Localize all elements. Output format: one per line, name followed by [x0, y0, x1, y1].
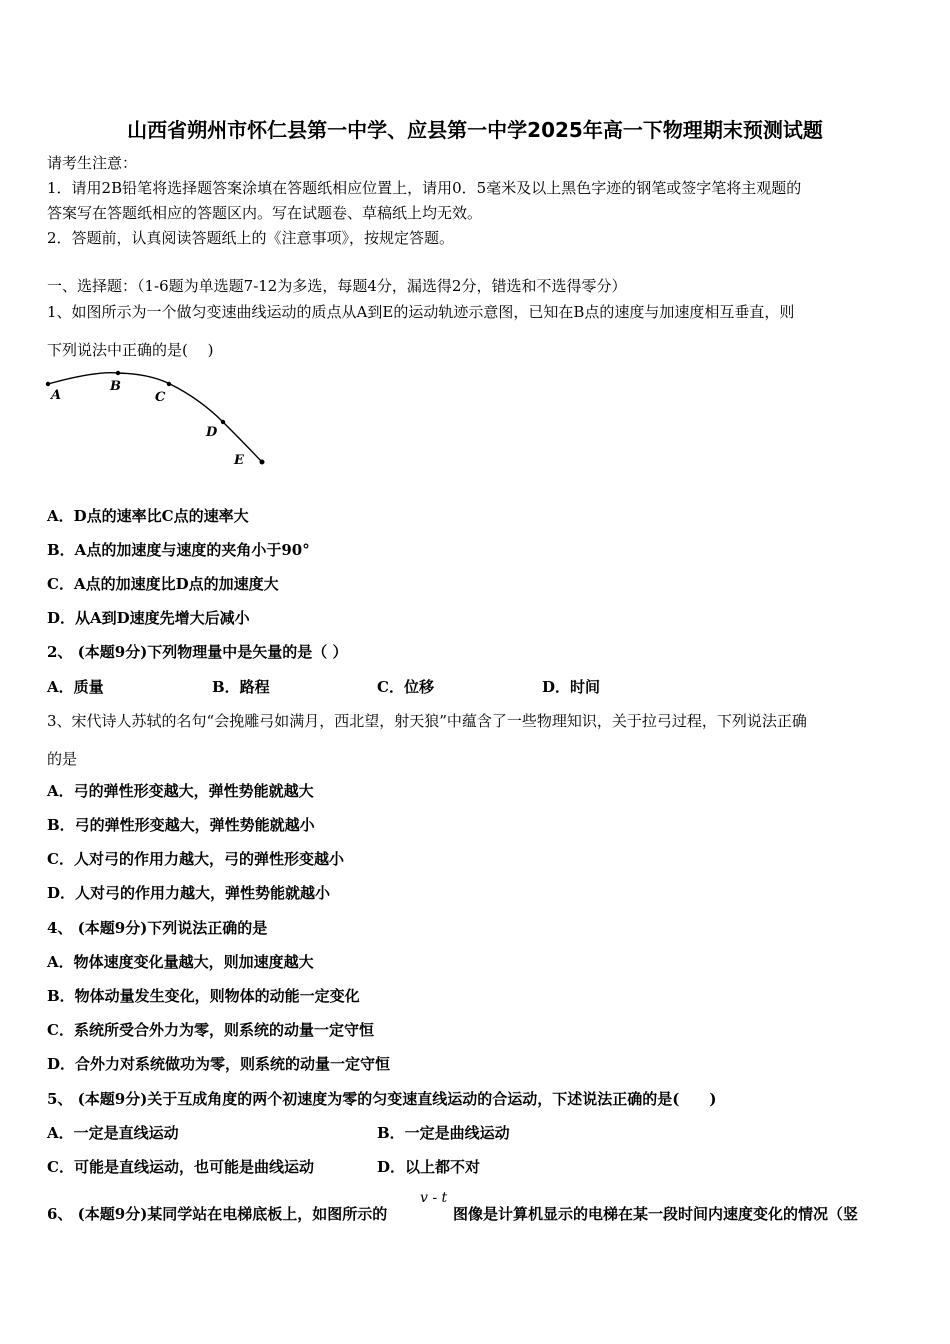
point-b: [116, 371, 120, 375]
trajectory-curve: [48, 373, 262, 462]
trajectory-figure: [40, 366, 280, 476]
q3-option-a: A．弓的弹性形变越大，弹性势能就越大: [47, 782, 314, 800]
page-title: 山西省朔州市怀仁县第一中学、应县第一中学2025年高一下物理期末预测试题: [127, 118, 823, 142]
q6-vt-label: v - t: [420, 1190, 448, 1206]
q6-stem-after: 图像是计算机显示的电梯在某一段时间内速度变化的情况（竖: [453, 1205, 859, 1223]
q5-option-b: B．一定是曲线运动: [377, 1124, 510, 1142]
point-c: [167, 382, 171, 386]
label-c: C: [155, 390, 166, 405]
q2-option-b: B．路程: [212, 678, 270, 696]
q2-stem: 2、 (本题9分)下列物理量中是矢量的是（ ）: [47, 643, 348, 661]
notice-item-1-line-2: 答案写在答题纸相应的答题区内。写在试题卷、草稿纸上均无效。: [47, 204, 483, 222]
label-d: D: [206, 425, 218, 440]
point-a: [46, 382, 50, 386]
label-a: A: [51, 388, 62, 403]
q1-option-d: D．从A到D速度先增大后减小: [47, 609, 250, 627]
notice-item-2: 2．答题前，认真阅读答题纸上的《注意事项》，按规定答题。: [47, 229, 455, 247]
q4-option-c: C．系统所受合外力为零，则系统的动量一定守恒: [47, 1021, 374, 1039]
q3-option-b: B．弓的弹性形变越大，弹性势能就越小: [47, 816, 315, 834]
q2-option-c: C．位移: [377, 678, 434, 696]
q1-option-a: A．D点的速率比C点的速率大: [47, 507, 249, 525]
q1-stem-line-1: 1、如图所示为一个做匀变速曲线运动的质点从A到E的运动轨迹示意图，已知在B点的速度与加速度相互垂直，则: [47, 303, 795, 321]
point-e: [260, 460, 265, 465]
q5-stem: 5、 (本题9分)关于互成角度的两个初速度为零的匀变速直线运动的合运动，下述说法正确的是( ): [47, 1090, 717, 1108]
q5-option-c: C．可能是直线运动，也可能是曲线运动: [47, 1158, 314, 1176]
notice-heading: 请考生注意：: [47, 154, 138, 172]
q1-option-b: B．A点的加速度与速度的夹角小于90°: [47, 541, 310, 559]
q5-option-a: A．一定是直线运动: [47, 1124, 179, 1142]
point-d: [221, 420, 225, 424]
q6-stem-before: 6、 (本题9分)某同学站在电梯底板上，如图所示的: [47, 1205, 388, 1223]
q2-option-d: D．时间: [542, 678, 601, 696]
q5-option-d: D．以上都不对: [377, 1158, 481, 1176]
q1-stem-line-2: 下列说法中正确的是( ): [47, 341, 214, 359]
q3-option-d: D．人对弓的作用力越大，弹性势能就越小: [47, 884, 331, 902]
q4-option-a: A．物体速度变化量越大，则加速度越大: [47, 953, 314, 971]
label-b: B: [110, 379, 121, 394]
q3-stem-line-2: 的是: [47, 750, 78, 768]
q2-option-a: A．质量: [47, 678, 104, 696]
q4-stem: 4、 (本题9分)下列说法正确的是: [47, 919, 268, 937]
q4-option-d: D．合外力对系统做功为零，则系统的动量一定守恒: [47, 1055, 391, 1073]
q1-option-c: C．A点的加速度比D点的加速度大: [47, 575, 279, 593]
section-heading: 一、选择题：（1-6题为单选题7-12为多选，每题4分，漏选得2分，错选和不选得零分）: [47, 277, 627, 295]
q3-option-c: C．人对弓的作用力越大，弓的弹性形变越小: [47, 850, 344, 868]
q3-stem-line-1: 3、宋代诗人苏轼的名句“会挽雕弓如满月，西北望，射天狼”中蕴含了一些物理知识，关于拉弓过程，下列说法正确: [47, 712, 807, 730]
q4-option-b: B．物体动量发生变化，则物体的动能一定变化: [47, 987, 360, 1005]
notice-item-1-line-1: 1．请用2B铅笔将选择题答案涂填在答题纸相应位置上，请用0．5毫米及以上黑色字迹的钢笔或签字笔将主观题的: [47, 179, 802, 197]
label-e: E: [234, 453, 244, 468]
